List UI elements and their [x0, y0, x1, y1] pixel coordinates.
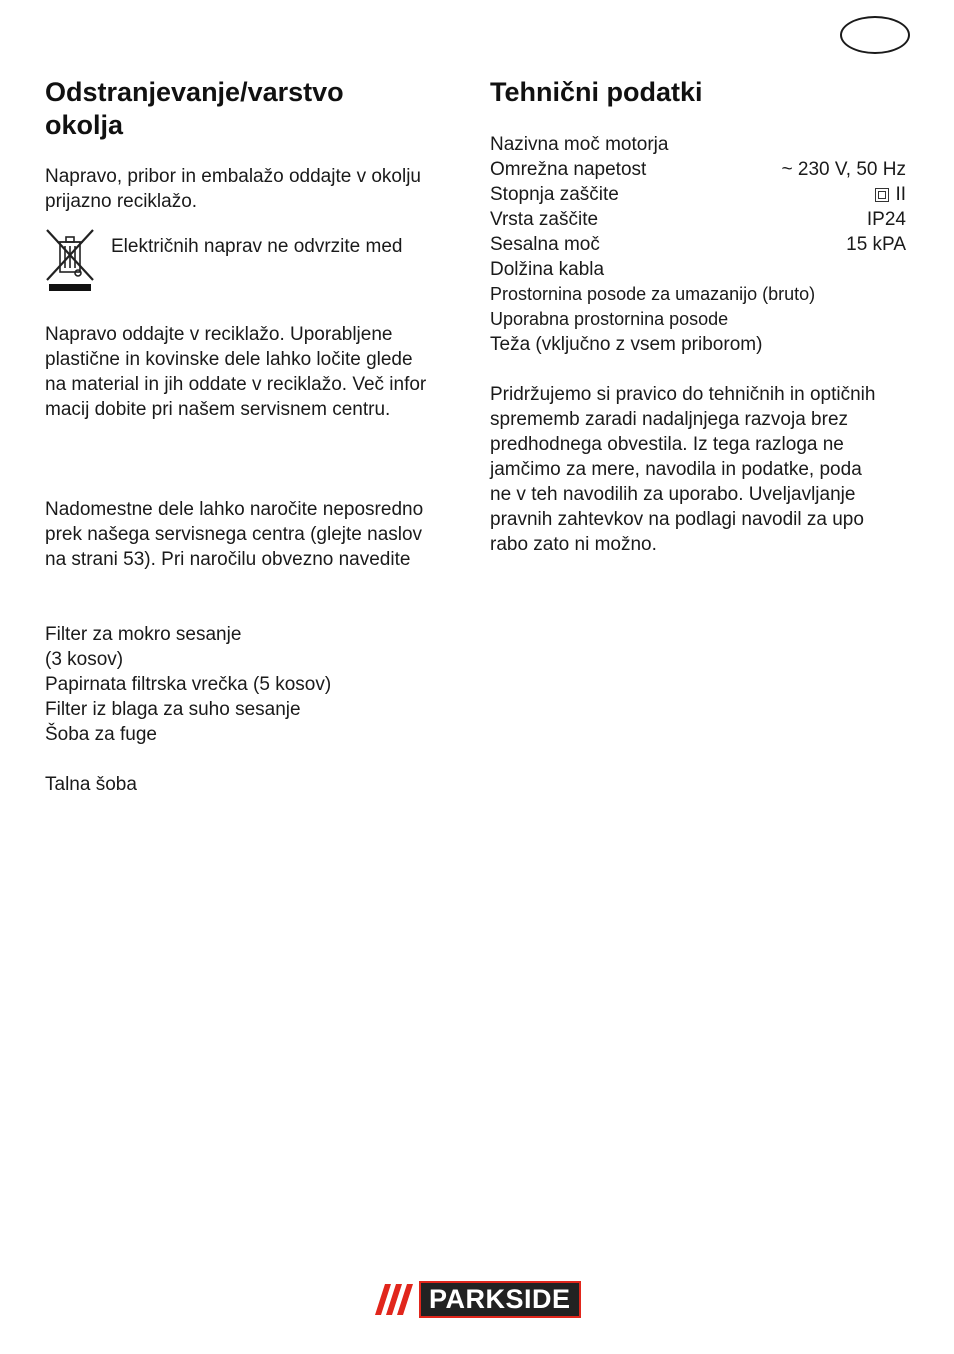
left-column [45, 76, 465, 797]
spec-row: Vrsta zaščite IP24 [490, 209, 906, 230]
disclaimer-paragraph: Pridržujemo si pravico do tehničnih in optičnih sprememb zaradi nadaljnjega razvoja brez predhodnega obvestila. Iz tega razloga ne jamčimo za mere, navodila in podatke, poda ne v teh navodilih za uporabo. Uveljavljanje pravnih zahtevkov na podlagi navodil za upo rabo zato ni možno. [490, 384, 876, 555]
spec-row: Teža (vključno z vsem priborom) [490, 334, 763, 355]
weee-notice [45, 228, 465, 292]
recycling-paragraph: Napravo oddajte v reciklažo. Uporabljene plastične in kovinske dele lahko ločite glede na material in jih oddate v reciklažo. Več infor macij dobite pri našem servisnem centru. [45, 324, 427, 420]
list-spacer [45, 747, 465, 772]
spec-row: Stopnja zaščite II [490, 184, 906, 205]
parts-list [45, 622, 465, 797]
disposal-heading: Odstranjevanje/varstvo okolja [45, 77, 344, 140]
spec-row: Prostornina posode za umazanijo (bruto) [490, 284, 816, 304]
parkside-logo [373, 1281, 587, 1318]
list-item: Talna šoba [45, 774, 137, 795]
language-badge [840, 16, 910, 54]
spec-table [490, 132, 906, 357]
list-item: Šoba za fuge [45, 724, 157, 745]
right-column [490, 76, 906, 557]
spec-row: Dolžina kabla [490, 259, 605, 280]
protection-class-ii-icon [875, 188, 889, 202]
spec-row: Uporabna prostornina posode [490, 309, 729, 329]
disposal-intro: Napravo, pribor in embalažo oddajte v okolju prijazno reciklažo. [45, 166, 421, 212]
logo-slashes-icon [373, 1281, 419, 1318]
crossed-bin-icon [45, 228, 95, 292]
spec-row: Omrežna napetost ~ 230 V, 50 Hz [490, 159, 906, 180]
list-item: (3 kosov) [45, 649, 124, 670]
list-item: Papirnata filtrska vrečka (5 kosov) [45, 674, 332, 695]
weee-text: Električnih naprav ne odvrzite med [111, 236, 403, 257]
list-item: Filter za mokro sesanje [45, 624, 242, 645]
spec-row: Nazivna moč motorja [490, 134, 669, 155]
spare-parts-paragraph: Nadomestne dele lahko naročite neposredno prek našega servisnega centra (glejte naslov na strani 53). Pri naročilu obvezno navedite [45, 499, 424, 570]
tech-data-heading: Tehnični podatki [490, 77, 703, 107]
logo-wordmark: PARKSIDE [419, 1281, 581, 1318]
spec-row: Sesalna moč 15 kPA [490, 234, 906, 255]
list-item: Filter iz blaga za suho sesanje [45, 699, 301, 720]
